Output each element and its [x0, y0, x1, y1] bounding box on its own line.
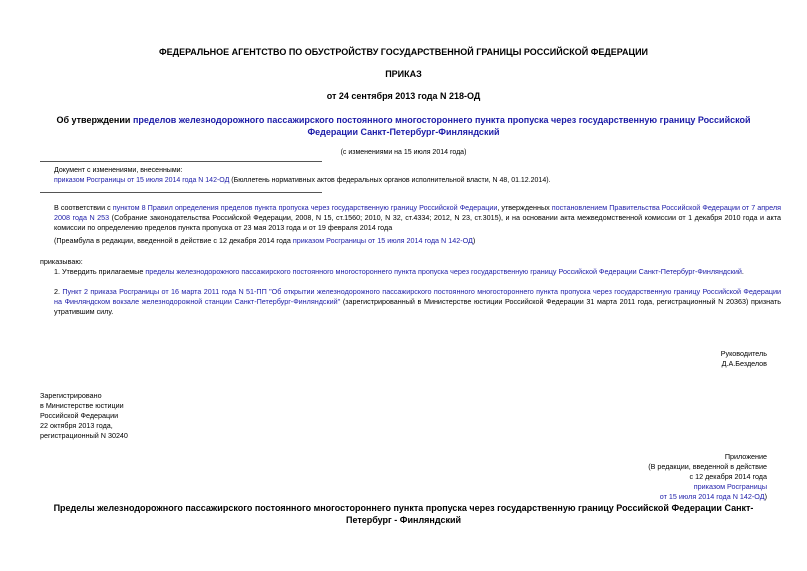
item-1-end: . — [741, 267, 744, 276]
preamble-note — [40, 236, 781, 246]
divider-bottom — [40, 192, 322, 193]
item-2-text: 2. — [54, 287, 63, 296]
document-type: ПРИКАЗ — [385, 69, 422, 79]
appendix-note-line: (В редакции, введенной в действие — [648, 462, 767, 472]
edition-note: (с изменениями на 15 июля 2014 года) — [340, 149, 467, 156]
preamble-note-end: ) — [472, 236, 476, 245]
changes-intro: Документ с изменениями, внесенными: — [54, 167, 183, 174]
appendix-link[interactable]: приказом Росграницы — [693, 482, 767, 492]
changes-block — [54, 166, 774, 185]
appendix-label: Приложение — [724, 452, 767, 461]
preamble — [40, 203, 781, 233]
item-2 — [40, 287, 781, 317]
appendix-title: Пределы железнодорожного пассажирского постоянного многостороннего пункта пропуска через государственную границу Российской Федерации Санкт-Петербург - Финляндский — [53, 503, 754, 525]
item-1-text: 1. Утвердить прилагаемые — [54, 267, 146, 276]
item-1 — [40, 267, 781, 277]
registration-block — [40, 391, 128, 441]
item-2-link[interactable]: Пункт 2 приказа Росграницы от 16 марта 2011 года N 51-ПП "Об открытии железнодорожного пассажирского постоянного многостороннего пункта пропуска через государственную границу Российской Федерации на Финляндском вокзале железнодорожной станции Санкт-Петербург-Финляндский" — [54, 287, 781, 306]
order-word: приказываю: — [40, 257, 83, 266]
preamble-text-3: (Собрание законодательства Российской Федерации, 2008, N 15, ст.1560; 2010, N 32, ст.4334; 2012, N 23, ст.3015), и на основании акта межведомственной комиссии от 1 декабря 2010 года и акта комиссии по определению пределов пункта пропуска от 23 мая 2013 года и от 19 февраля 2014 года — [54, 212, 781, 232]
preamble-note-text: (Преамбула в редакции, введенной в действие с 12 декабря 2014 года — [54, 236, 293, 245]
appendix-header — [648, 452, 767, 502]
appendix-note-line: с 12 декабря 2014 года — [689, 472, 767, 482]
registration-line: 22 октября 2013 года, — [40, 421, 113, 431]
preamble-text-1: В соответствии с — [54, 203, 113, 212]
signer-position: Руководитель — [720, 349, 767, 358]
preamble-link-rules[interactable]: пунктом 8 Правил определения пределов пункта пропуска через государственную границу Российской Федерации — [112, 203, 498, 212]
appendix-link[interactable]: от 15 июля 2014 года N 142-ОД — [659, 492, 765, 502]
registration-line: Российской Федерации — [40, 411, 119, 421]
item-1-link[interactable]: пределы железнодорожного пассажирского постоянного многостороннего пункта пропуска через государственную границу Российской Федерации Санкт-Петербург-Финляндский — [145, 267, 742, 276]
changes-link[interactable]: приказом Росграницы от 15 июля 2014 года N 142-ОД — [54, 176, 230, 184]
registration-line: регистрационный N 30240 — [40, 431, 128, 441]
document-title — [50, 115, 757, 138]
divider-top — [40, 161, 322, 162]
title-link[interactable]: пределов железнодорожного пассажирского постоянного многостороннего пункта пропуска через государственную границу Российской Федерации Санкт-Петербург-Финляндский — [132, 115, 751, 137]
preamble-text-2: , утвержденных — [497, 203, 552, 212]
title-prefix: Об утверждении — [56, 115, 133, 125]
signature-block — [721, 349, 767, 369]
changes-source: (Бюллетень нормативных актов федеральных органов исполнительной власти, N 48, 01.12.2014). — [229, 176, 551, 184]
changes-line — [54, 176, 774, 186]
registration-line: Зарегистрировано — [40, 391, 102, 400]
item-2-end: (зарегистрированный в Министерстве юстиции Российской Федерации 31 марта 2011 года, регистрационный N 20363) признать утратившим силу. — [54, 296, 781, 316]
preamble-link-decree[interactable]: постановлением Правительства Российской Федерации от 7 апреля 2008 года N 253 — [54, 203, 781, 222]
order-date-number: от 24 сентября 2013 года N 218-ОД — [326, 91, 481, 101]
agency-name: ФЕДЕРАЛЬНОЕ АГЕНТСТВО ПО ОБУСТРОЙСТВУ ГОСУДАРСТВЕННОЙ ГРАНИЦЫ РОССИЙСКОЙ ФЕДЕРАЦИИ — [158, 47, 649, 57]
preamble-note-link[interactable]: приказом Росграницы от 15 июля 2014 года N 142-ОД — [292, 236, 473, 245]
registration-line: в Министерстве юстиции — [40, 401, 124, 411]
appendix-note-close: ) — [764, 492, 767, 502]
signer-name: Д.А.Безделов — [721, 358, 767, 368]
